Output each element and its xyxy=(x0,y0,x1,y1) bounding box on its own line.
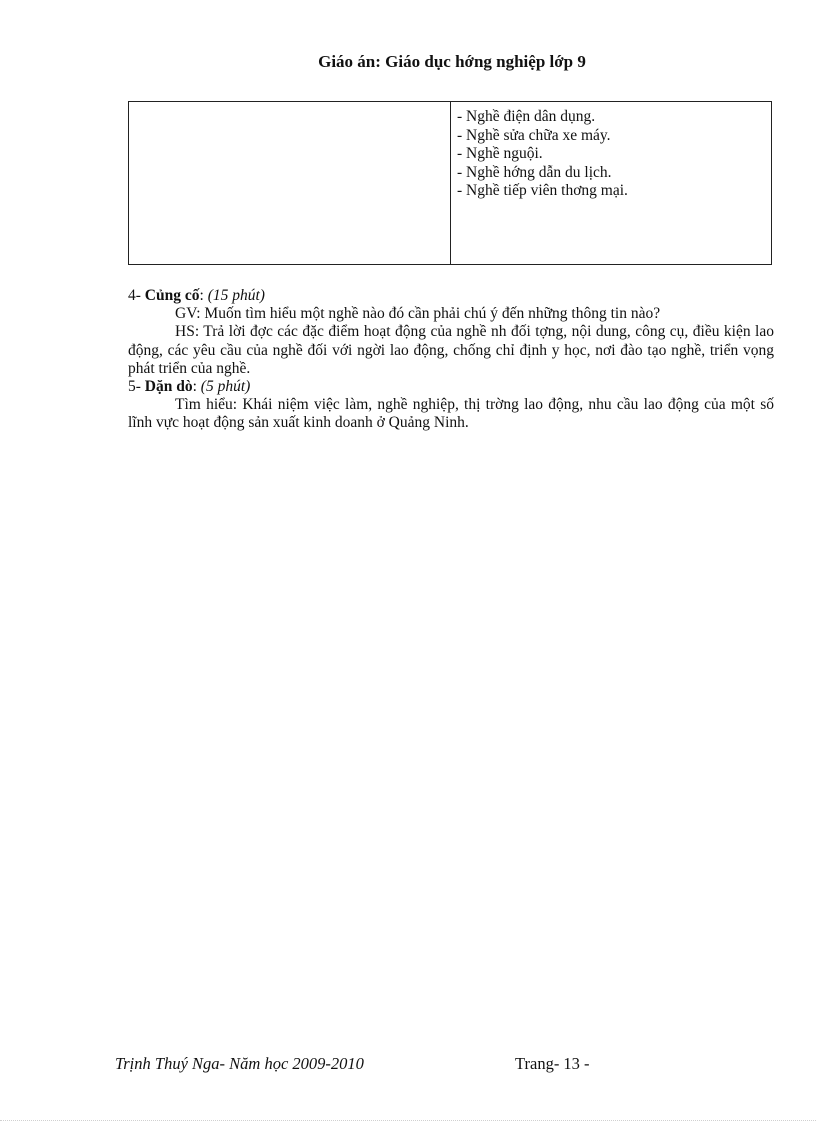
section-duration: (15 phút) xyxy=(207,287,265,304)
section-colon: : xyxy=(192,378,201,396)
list-item: - Nghề hớng dẫn du lịch. xyxy=(457,163,612,181)
list-item: - Nghề nguội. xyxy=(457,145,543,162)
section-number: 5- xyxy=(128,378,145,396)
page-number: Trang- 13 - xyxy=(515,1054,590,1073)
list-item: - Nghề sửa chữa xe máy. xyxy=(457,126,611,144)
homework-text: Tìm hiểu: Khái niệm việc làm, nghề nghiệp, thị trờng lao động, nhu cầu lao động của một số lĩnh vực hoạt động sản xuất kinh doanh ở Quảng Ninh. xyxy=(128,396,774,432)
page-footer xyxy=(115,1054,715,1074)
list-item: - Nghề điện dân dụng. xyxy=(457,108,596,125)
section-number: 4- xyxy=(128,287,145,304)
teacher-question: GV: Muốn tìm hiểu một nghề nào đó cần phải chú ý đến những thông tin nào? xyxy=(175,305,661,323)
content-table xyxy=(128,101,772,265)
section-title: Củng cố xyxy=(144,287,200,304)
section-title: Dặn dò xyxy=(144,378,193,396)
table-column-divider xyxy=(450,102,451,264)
section-4-heading xyxy=(128,287,774,305)
list-item: - Nghề tiếp viên thơng mại. xyxy=(457,182,628,199)
section-colon: : xyxy=(199,287,208,304)
table-right-cell xyxy=(457,108,765,201)
student-answer: HS: Trả lời đợc các đặc điểm hoạt động của nghề nh đối tợng, nội dung, công cụ, điều kiện lao động, các yêu cầu của nghề đối với ngời lao động, chống chỉ định y học, nơi đào tạo nghề, triển vọng phát triển của nghề. xyxy=(128,323,774,377)
section-5-heading xyxy=(128,378,774,396)
section-duration: (5 phút) xyxy=(200,378,251,396)
footer-author: Trịnh Thuý Nga- Năm học 2009-2010 xyxy=(115,1054,364,1073)
page-bottom-rule xyxy=(0,1120,816,1121)
page-title: Giáo án: Giáo dục hớng nghiệp lớp 9 xyxy=(318,52,586,71)
lesson-body xyxy=(128,287,774,433)
